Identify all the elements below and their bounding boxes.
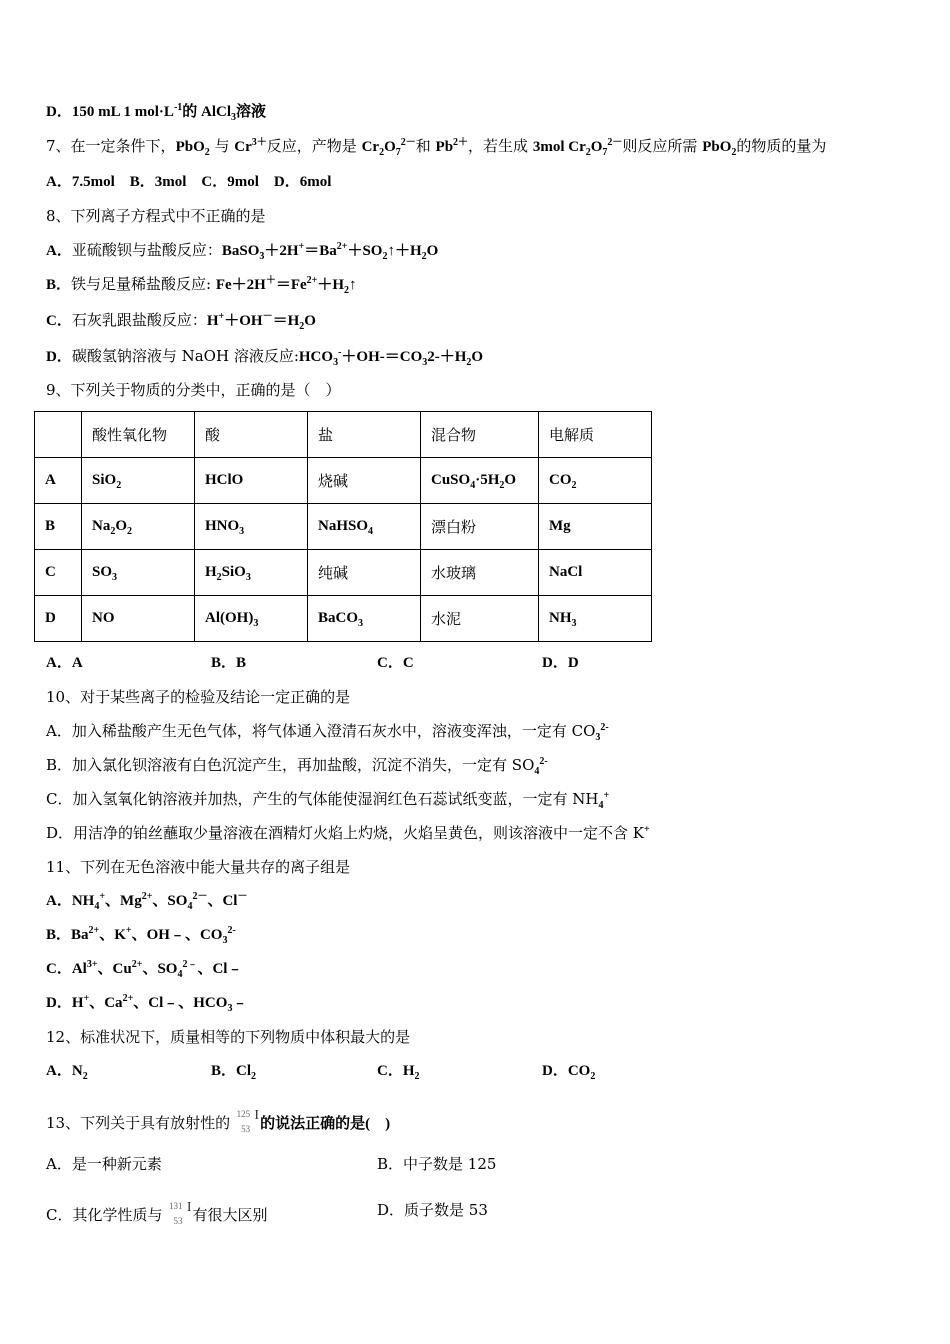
q11-option-c: C．$Al^{3+}$、$Cu^{2+}$、$SO_4^{2﹣}$、Cl﹣ [46, 959, 243, 980]
q13-stem: 13、下列关于具有放射性的 125 53 I 的说法正确的是( ) [46, 1108, 391, 1134]
table-cell: 纯碱 [308, 550, 421, 596]
q12-option-c: C．$H_2$ [377, 1063, 420, 1082]
table-cell: NO [82, 596, 195, 642]
q13-option-d: D．质子数是 53 [377, 1201, 488, 1219]
classification-table [34, 411, 652, 642]
table-cell: $NH_3$ [539, 596, 652, 642]
isotope-i131: 131 53 I [168, 1200, 192, 1226]
table-cell: $HNO_3$ [195, 504, 308, 550]
q10-option-d: D．用洁净的铂丝蘸取少量溶液在酒精灯火焰上灼烧，火焰呈黄色，则该溶液中一定不含 K+ [46, 824, 650, 842]
row-label: B [35, 504, 82, 550]
table-row [35, 458, 652, 504]
row-label: A [35, 458, 82, 504]
q10-option-b: B．加入氯化钡溶液有白色沉淀产生，再加盐酸，沉淀不消失，一定有 $SO_4^{2-}$ [46, 756, 548, 777]
q13-option-a: A．是一种新元素 [46, 1155, 162, 1173]
q9-option-c: C．C [377, 655, 414, 671]
table-cell: 漂白粉 [421, 504, 539, 550]
table-header-row [35, 412, 652, 458]
table-cell: $Al(OH)_3$ [195, 596, 308, 642]
q7-stem: 7、在一定条件下，PbO$_2$ 与 $Cr^{3+}$反应，产物是 $Cr_2O_7^{2-}$和 $Pb^{2+}$，若生成 3mol $Cr_2O_7^{2-}$则反应所需 PbO$_2$的物质的量为 [46, 137, 827, 158]
q13-option-c: C．其化学性质与 131 53 I 有很大区别 [46, 1200, 268, 1226]
table-cell: 烧碱 [308, 458, 421, 504]
q11-option-b: B．$Ba^{2+}$、K+、OH﹣、$CO_3^{2-}$ [46, 925, 236, 946]
q9-option-b: B．B [211, 655, 247, 671]
q9-option-a: A．A [46, 655, 83, 671]
table-cell: NaCl [539, 550, 652, 596]
q11-option-a: A．$NH_4^+$、$Mg^{2+}$、$SO_4^{2-}$、Cl－ [46, 891, 248, 912]
q12-option-b: B．$Cl_2$ [211, 1063, 257, 1082]
table-cell: SiO$_2$ [82, 458, 195, 504]
isotope-i125: 125 53 I [236, 1108, 260, 1134]
table-header-cell [35, 412, 82, 458]
table-cell: NaHSO$_4$ [308, 504, 421, 550]
q12-stem: 12、标准状况下，质量相等的下列物质中体积最大的是 [46, 1028, 411, 1046]
table-cell: BaCO$_3$ [308, 596, 421, 642]
q12-option-d: D．$CO_2$ [542, 1063, 596, 1082]
q11-option-d: D．H+、$Ca^{2+}$、Cl﹣、$HCO_3﹣$ [46, 993, 248, 1014]
q7-options: A．7.5mol B．3mol C．9mol D．6mol [46, 174, 332, 190]
q8-stem: 8、下列离子方程式中不正确的是 [46, 207, 266, 225]
table-cell: 水泥 [421, 596, 539, 642]
table-header-cell: 盐 [308, 412, 421, 458]
table-header-cell: 酸性氧化物 [82, 412, 195, 458]
q10-option-c: C．加入氢氧化钠溶液并加热，产生的气体能使湿润红色石蕊试纸变蓝，一定有 $NH_4^+$ [46, 790, 610, 811]
table-cell: HClO [195, 458, 308, 504]
q9-stem: 9、下列关于物质的分类中，正确的是（ ） [46, 381, 341, 399]
table-cell: 水玻璃 [421, 550, 539, 596]
table-row [35, 550, 652, 596]
q8-option-b: B．铁与足量稀盐酸反应: $Fe+2H^+=Fe^{2+}+H_2↑$ [46, 275, 357, 296]
row-label: D [35, 596, 82, 642]
row-label: C [35, 550, 82, 596]
q9-option-d: D．D [542, 655, 579, 671]
q6-option-d: D．150 mL 1 $mol\cdot L^{-1}$的 AlCl$_3$溶液 [46, 102, 267, 123]
q8-option-c: C．石灰乳跟盐酸反应：$H^++OH^-=H_2O$ [46, 311, 316, 332]
table-header-cell: 电解质 [539, 412, 652, 458]
table-cell: $CO_2$ [539, 458, 652, 504]
q13-option-b: B．中子数是 125 [377, 1155, 497, 1173]
table-cell: $Na_2O_2$ [82, 504, 195, 550]
table-header-cell: 混合物 [421, 412, 539, 458]
table-header-cell: 酸 [195, 412, 308, 458]
table-cell: $H_2SiO_3$ [195, 550, 308, 596]
table-row [35, 504, 652, 550]
q8-option-a: A．亚硫酸钡与盐酸反应：$BaSO_3+2H^+=Ba^{2+}+SO_2↑+H_2O$ [46, 241, 439, 262]
table-cell: $SO_3$ [82, 550, 195, 596]
table-cell: Mg [539, 504, 652, 550]
q8-option-d: D．碳酸氢钠溶液与 NaOH 溶液反应$:HCO_3^-+OH-=CO_32-+H_2O$ [46, 347, 484, 368]
table-row [35, 596, 652, 642]
table-cell: $CuSO_4\cdot 5H_2O$ [421, 458, 539, 504]
q12-option-a: A．$N_2$ [46, 1063, 88, 1082]
q10-option-a: A．加入稀盐酸产生无色气体，将气体通入澄清石灰水中，溶液变浑浊，一定有 $CO_3^{2-}$ [46, 722, 609, 743]
q10-stem: 10、对于某些离子的检验及结论一定正确的是 [46, 688, 351, 706]
q11-stem: 11、下列在无色溶液中能大量共存的离子组是 [46, 858, 351, 876]
